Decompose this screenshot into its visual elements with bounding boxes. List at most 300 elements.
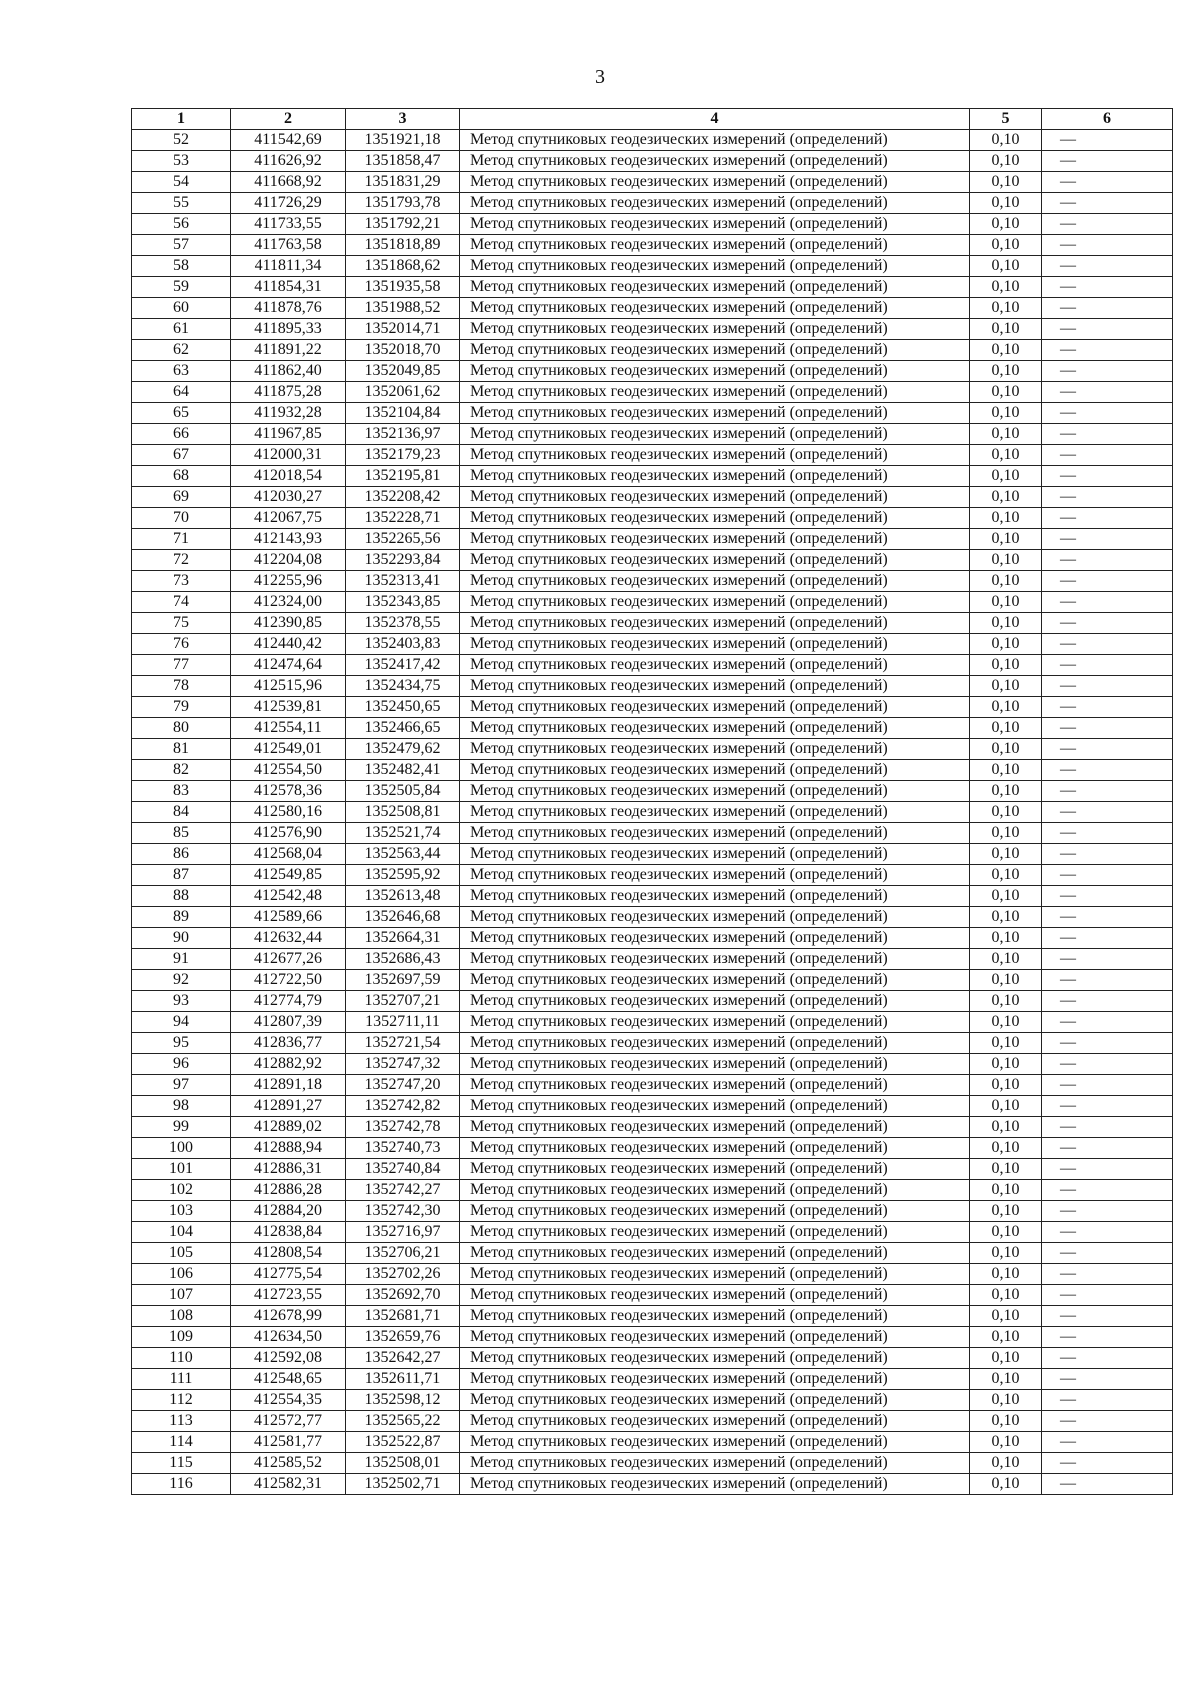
table-row [132, 1264, 1173, 1285]
point-number-cell: 101 [132, 1159, 231, 1180]
table-row [132, 361, 1173, 382]
method-cell: Метод спутниковых геодезических измерений (определений) [460, 571, 970, 592]
page-number: 3 [595, 66, 605, 88]
accuracy-cell: 0,10 [970, 1075, 1042, 1096]
table-row [132, 403, 1173, 424]
y-coordinate-cell: 1352104,84 [346, 403, 460, 424]
note-cell: — [1042, 760, 1173, 781]
note-cell: — [1042, 676, 1173, 697]
point-number-cell: 63 [132, 361, 231, 382]
table-row [132, 676, 1173, 697]
note-cell: — [1042, 130, 1173, 151]
accuracy-cell: 0,10 [970, 1390, 1042, 1411]
note-cell: — [1042, 445, 1173, 466]
table-row [132, 823, 1173, 844]
point-number-cell: 78 [132, 676, 231, 697]
x-coordinate-cell: 412592,08 [231, 1348, 346, 1369]
method-cell: Метод спутниковых геодезических измерений (определений) [460, 1327, 970, 1348]
y-coordinate-cell: 1352692,70 [346, 1285, 460, 1306]
note-cell: — [1042, 781, 1173, 802]
accuracy-cell: 0,10 [970, 1474, 1042, 1495]
x-coordinate-cell: 411895,33 [231, 319, 346, 340]
point-number-cell: 67 [132, 445, 231, 466]
note-cell: — [1042, 1264, 1173, 1285]
coordinates-table [131, 108, 1173, 1495]
point-number-cell: 83 [132, 781, 231, 802]
point-number-cell: 79 [132, 697, 231, 718]
note-cell: — [1042, 235, 1173, 256]
y-coordinate-cell: 1352417,42 [346, 655, 460, 676]
table-row [132, 970, 1173, 991]
table-row [132, 1327, 1173, 1348]
table-row [132, 382, 1173, 403]
note-cell: — [1042, 970, 1173, 991]
x-coordinate-cell: 412572,77 [231, 1411, 346, 1432]
y-coordinate-cell: 1352508,81 [346, 802, 460, 823]
table-row [132, 907, 1173, 928]
y-coordinate-cell: 1352742,30 [346, 1201, 460, 1222]
x-coordinate-cell: 411626,92 [231, 151, 346, 172]
x-coordinate-cell: 412549,01 [231, 739, 346, 760]
table-row [132, 1306, 1173, 1327]
y-coordinate-cell: 1352711,11 [346, 1012, 460, 1033]
accuracy-cell: 0,10 [970, 613, 1042, 634]
point-number-cell: 104 [132, 1222, 231, 1243]
point-number-cell: 116 [132, 1474, 231, 1495]
note-cell: — [1042, 886, 1173, 907]
note-cell: — [1042, 172, 1173, 193]
note-cell: — [1042, 718, 1173, 739]
point-number-cell: 81 [132, 739, 231, 760]
accuracy-cell: 0,10 [970, 760, 1042, 781]
y-coordinate-cell: 1352482,41 [346, 760, 460, 781]
note-cell: — [1042, 1306, 1173, 1327]
x-coordinate-cell: 411811,34 [231, 256, 346, 277]
y-coordinate-cell: 1352521,74 [346, 823, 460, 844]
accuracy-cell: 0,10 [970, 361, 1042, 382]
y-coordinate-cell: 1352613,48 [346, 886, 460, 907]
point-number-cell: 76 [132, 634, 231, 655]
note-cell: — [1042, 214, 1173, 235]
point-number-cell: 110 [132, 1348, 231, 1369]
column-header: 4 [460, 109, 970, 130]
method-cell: Метод спутниковых геодезических измерений (определений) [460, 823, 970, 844]
x-coordinate-cell: 411668,92 [231, 172, 346, 193]
accuracy-cell: 0,10 [970, 844, 1042, 865]
accuracy-cell: 0,10 [970, 1348, 1042, 1369]
x-coordinate-cell: 412775,54 [231, 1264, 346, 1285]
x-coordinate-cell: 412634,50 [231, 1327, 346, 1348]
note-cell: — [1042, 1243, 1173, 1264]
y-coordinate-cell: 1352343,85 [346, 592, 460, 613]
method-cell: Метод спутниковых геодезических измерений (определений) [460, 508, 970, 529]
y-coordinate-cell: 1352747,20 [346, 1075, 460, 1096]
point-number-cell: 115 [132, 1453, 231, 1474]
x-coordinate-cell: 411542,69 [231, 130, 346, 151]
method-cell: Метод спутниковых геодезических измерений (определений) [460, 340, 970, 361]
point-number-cell: 53 [132, 151, 231, 172]
note-cell: — [1042, 1411, 1173, 1432]
point-number-cell: 61 [132, 319, 231, 340]
method-cell: Метод спутниковых геодезических измерений (определений) [460, 193, 970, 214]
table-row [132, 172, 1173, 193]
accuracy-cell: 0,10 [970, 1411, 1042, 1432]
x-coordinate-cell: 412030,27 [231, 487, 346, 508]
accuracy-cell: 0,10 [970, 529, 1042, 550]
y-coordinate-cell: 1351868,62 [346, 256, 460, 277]
point-number-cell: 97 [132, 1075, 231, 1096]
accuracy-cell: 0,10 [970, 1201, 1042, 1222]
table-row [132, 424, 1173, 445]
point-number-cell: 59 [132, 277, 231, 298]
table-row [132, 739, 1173, 760]
column-header: 1 [132, 109, 231, 130]
accuracy-cell: 0,10 [970, 655, 1042, 676]
table-row [132, 928, 1173, 949]
note-cell: — [1042, 949, 1173, 970]
x-coordinate-cell: 412836,77 [231, 1033, 346, 1054]
y-coordinate-cell: 1352642,27 [346, 1348, 460, 1369]
note-cell: — [1042, 151, 1173, 172]
y-coordinate-cell: 1352179,23 [346, 445, 460, 466]
x-coordinate-cell: 412548,65 [231, 1369, 346, 1390]
note-cell: — [1042, 487, 1173, 508]
point-number-cell: 87 [132, 865, 231, 886]
method-cell: Метод спутниковых геодезических измерений (определений) [460, 1054, 970, 1075]
x-coordinate-cell: 412539,81 [231, 697, 346, 718]
table-row [132, 655, 1173, 676]
y-coordinate-cell: 1352195,81 [346, 466, 460, 487]
method-cell: Метод спутниковых геодезических измерений (определений) [460, 676, 970, 697]
y-coordinate-cell: 1352313,41 [346, 571, 460, 592]
table-row [132, 1075, 1173, 1096]
x-coordinate-cell: 412582,31 [231, 1474, 346, 1495]
note-cell: — [1042, 844, 1173, 865]
y-coordinate-cell: 1352505,84 [346, 781, 460, 802]
x-coordinate-cell: 411862,40 [231, 361, 346, 382]
accuracy-cell: 0,10 [970, 928, 1042, 949]
note-cell: — [1042, 403, 1173, 424]
x-coordinate-cell: 411878,76 [231, 298, 346, 319]
accuracy-cell: 0,10 [970, 823, 1042, 844]
point-number-cell: 109 [132, 1327, 231, 1348]
x-coordinate-cell: 412554,50 [231, 760, 346, 781]
x-coordinate-cell: 412554,11 [231, 718, 346, 739]
x-coordinate-cell: 412581,77 [231, 1432, 346, 1453]
x-coordinate-cell: 412255,96 [231, 571, 346, 592]
point-number-cell: 65 [132, 403, 231, 424]
y-coordinate-cell: 1352707,21 [346, 991, 460, 1012]
point-number-cell: 71 [132, 529, 231, 550]
method-cell: Метод спутниковых геодезических измерений (определений) [460, 907, 970, 928]
method-cell: Метод спутниковых геодезических измерений (определений) [460, 1201, 970, 1222]
x-coordinate-cell: 412723,55 [231, 1285, 346, 1306]
point-number-cell: 103 [132, 1201, 231, 1222]
y-coordinate-cell: 1352378,55 [346, 613, 460, 634]
note-cell: — [1042, 823, 1173, 844]
point-number-cell: 113 [132, 1411, 231, 1432]
method-cell: Метод спутниковых геодезических измерений (определений) [460, 844, 970, 865]
accuracy-cell: 0,10 [970, 550, 1042, 571]
x-coordinate-cell: 412018,54 [231, 466, 346, 487]
note-cell: — [1042, 508, 1173, 529]
method-cell: Метод спутниковых геодезических измерений (определений) [460, 319, 970, 340]
table-row [132, 1432, 1173, 1453]
table-row [132, 865, 1173, 886]
point-number-cell: 57 [132, 235, 231, 256]
accuracy-cell: 0,10 [970, 1138, 1042, 1159]
table-row [132, 844, 1173, 865]
table-row [132, 1453, 1173, 1474]
method-cell: Метод спутниковых геодезических измерений (определений) [460, 550, 970, 571]
table-row [132, 508, 1173, 529]
column-header: 5 [970, 109, 1042, 130]
method-cell: Метод спутниковых геодезических измерений (определений) [460, 529, 970, 550]
note-cell: — [1042, 655, 1173, 676]
method-cell: Метод спутниковых геодезических измерений (определений) [460, 718, 970, 739]
point-number-cell: 86 [132, 844, 231, 865]
method-cell: Метод спутниковых геодезических измерений (определений) [460, 1243, 970, 1264]
point-number-cell: 100 [132, 1138, 231, 1159]
accuracy-cell: 0,10 [970, 739, 1042, 760]
method-cell: Метод спутниковых геодезических измерений (определений) [460, 1222, 970, 1243]
accuracy-cell: 0,10 [970, 151, 1042, 172]
y-coordinate-cell: 1352565,22 [346, 1411, 460, 1432]
method-cell: Метод спутниковых геодезических измерений (определений) [460, 424, 970, 445]
table-row [132, 1180, 1173, 1201]
x-coordinate-cell: 411763,58 [231, 235, 346, 256]
note-cell: — [1042, 1369, 1173, 1390]
note-cell: — [1042, 739, 1173, 760]
note-cell: — [1042, 361, 1173, 382]
method-cell: Метод спутниковых геодезических измерений (определений) [460, 592, 970, 613]
note-cell: — [1042, 550, 1173, 571]
y-coordinate-cell: 1351818,89 [346, 235, 460, 256]
point-number-cell: 75 [132, 613, 231, 634]
note-cell: — [1042, 865, 1173, 886]
accuracy-cell: 0,10 [970, 382, 1042, 403]
table-row [132, 1117, 1173, 1138]
method-cell: Метод спутниковых геодезических измерений (определений) [460, 739, 970, 760]
table-row [132, 760, 1173, 781]
x-coordinate-cell: 412807,39 [231, 1012, 346, 1033]
accuracy-cell: 0,10 [970, 1327, 1042, 1348]
method-cell: Метод спутниковых геодезических измерений (определений) [460, 928, 970, 949]
accuracy-cell: 0,10 [970, 466, 1042, 487]
method-cell: Метод спутниковых геодезических измерений (определений) [460, 1432, 970, 1453]
x-coordinate-cell: 412886,31 [231, 1159, 346, 1180]
note-cell: — [1042, 697, 1173, 718]
method-cell: Метод спутниковых геодезических измерений (определений) [460, 151, 970, 172]
x-coordinate-cell: 412884,20 [231, 1201, 346, 1222]
y-coordinate-cell: 1352706,21 [346, 1243, 460, 1264]
x-coordinate-cell: 412722,50 [231, 970, 346, 991]
accuracy-cell: 0,10 [970, 1222, 1042, 1243]
table-row [132, 1201, 1173, 1222]
y-coordinate-cell: 1352403,83 [346, 634, 460, 655]
note-cell: — [1042, 382, 1173, 403]
x-coordinate-cell: 412678,99 [231, 1306, 346, 1327]
note-cell: — [1042, 928, 1173, 949]
accuracy-cell: 0,10 [970, 1054, 1042, 1075]
point-number-cell: 68 [132, 466, 231, 487]
note-cell: — [1042, 340, 1173, 361]
accuracy-cell: 0,10 [970, 1264, 1042, 1285]
point-number-cell: 62 [132, 340, 231, 361]
x-coordinate-cell: 412549,85 [231, 865, 346, 886]
note-cell: — [1042, 1096, 1173, 1117]
y-coordinate-cell: 1352747,32 [346, 1054, 460, 1075]
table-row [132, 1222, 1173, 1243]
y-coordinate-cell: 1352742,27 [346, 1180, 460, 1201]
note-cell: — [1042, 1138, 1173, 1159]
table-row [132, 319, 1173, 340]
table-row [132, 256, 1173, 277]
y-coordinate-cell: 1352742,78 [346, 1117, 460, 1138]
y-coordinate-cell: 1352293,84 [346, 550, 460, 571]
table-row [132, 1348, 1173, 1369]
point-number-cell: 108 [132, 1306, 231, 1327]
table-row [132, 487, 1173, 508]
accuracy-cell: 0,10 [970, 991, 1042, 1012]
x-coordinate-cell: 412886,28 [231, 1180, 346, 1201]
y-coordinate-cell: 1352740,73 [346, 1138, 460, 1159]
method-cell: Метод спутниковых геодезических измерений (определений) [460, 298, 970, 319]
point-number-cell: 52 [132, 130, 231, 151]
point-number-cell: 80 [132, 718, 231, 739]
note-cell: — [1042, 1432, 1173, 1453]
table-row [132, 571, 1173, 592]
table-row [132, 718, 1173, 739]
note-cell: — [1042, 592, 1173, 613]
column-header: 2 [231, 109, 346, 130]
y-coordinate-cell: 1352716,97 [346, 1222, 460, 1243]
y-coordinate-cell: 1352466,65 [346, 718, 460, 739]
accuracy-cell: 0,10 [970, 256, 1042, 277]
method-cell: Метод спутниковых геодезических измерений (определений) [460, 382, 970, 403]
accuracy-cell: 0,10 [970, 634, 1042, 655]
y-coordinate-cell: 1352502,71 [346, 1474, 460, 1495]
y-coordinate-cell: 1352697,59 [346, 970, 460, 991]
table-row [132, 1411, 1173, 1432]
column-header: 6 [1042, 109, 1173, 130]
point-number-cell: 58 [132, 256, 231, 277]
note-cell: — [1042, 1453, 1173, 1474]
x-coordinate-cell: 411875,28 [231, 382, 346, 403]
y-coordinate-cell: 1352686,43 [346, 949, 460, 970]
y-coordinate-cell: 1352659,76 [346, 1327, 460, 1348]
accuracy-cell: 0,10 [970, 340, 1042, 361]
method-cell: Метод спутниковых геодезических измерений (определений) [460, 634, 970, 655]
method-cell: Метод спутниковых геодезических измерений (определений) [460, 466, 970, 487]
note-cell: — [1042, 277, 1173, 298]
x-coordinate-cell: 412204,08 [231, 550, 346, 571]
point-number-cell: 56 [132, 214, 231, 235]
accuracy-cell: 0,10 [970, 445, 1042, 466]
table-row [132, 613, 1173, 634]
note-cell: — [1042, 298, 1173, 319]
accuracy-cell: 0,10 [970, 697, 1042, 718]
table-row [132, 781, 1173, 802]
y-coordinate-cell: 1352208,42 [346, 487, 460, 508]
table-row [132, 1390, 1173, 1411]
note-cell: — [1042, 1474, 1173, 1495]
method-cell: Метод спутниковых геодезических измерений (определений) [460, 613, 970, 634]
point-number-cell: 102 [132, 1180, 231, 1201]
note-cell: — [1042, 1201, 1173, 1222]
point-number-cell: 60 [132, 298, 231, 319]
point-number-cell: 54 [132, 172, 231, 193]
method-cell: Метод спутниковых геодезических измерений (определений) [460, 655, 970, 676]
accuracy-cell: 0,10 [970, 424, 1042, 445]
accuracy-cell: 0,10 [970, 1117, 1042, 1138]
point-number-cell: 92 [132, 970, 231, 991]
point-number-cell: 55 [132, 193, 231, 214]
method-cell: Метод спутниковых геодезических измерений (определений) [460, 277, 970, 298]
accuracy-cell: 0,10 [970, 1159, 1042, 1180]
note-cell: — [1042, 634, 1173, 655]
point-number-cell: 99 [132, 1117, 231, 1138]
point-number-cell: 114 [132, 1432, 231, 1453]
y-coordinate-cell: 1351988,52 [346, 298, 460, 319]
note-cell: — [1042, 1222, 1173, 1243]
accuracy-cell: 0,10 [970, 802, 1042, 823]
accuracy-cell: 0,10 [970, 718, 1042, 739]
method-cell: Метод спутниковых геодезических измерений (определений) [460, 760, 970, 781]
y-coordinate-cell: 1352479,62 [346, 739, 460, 760]
method-cell: Метод спутниковых геодезических измерений (определений) [460, 1453, 970, 1474]
x-coordinate-cell: 412000,31 [231, 445, 346, 466]
x-coordinate-cell: 412474,64 [231, 655, 346, 676]
table-row [132, 1243, 1173, 1264]
y-coordinate-cell: 1352061,62 [346, 382, 460, 403]
y-coordinate-cell: 1352434,75 [346, 676, 460, 697]
point-number-cell: 95 [132, 1033, 231, 1054]
x-coordinate-cell: 412568,04 [231, 844, 346, 865]
method-cell: Метод спутниковых геодезических измерений (определений) [460, 1012, 970, 1033]
accuracy-cell: 0,10 [970, 1033, 1042, 1054]
point-number-cell: 66 [132, 424, 231, 445]
point-number-cell: 73 [132, 571, 231, 592]
y-coordinate-cell: 1352740,84 [346, 1159, 460, 1180]
table-row [132, 634, 1173, 655]
accuracy-cell: 0,10 [970, 676, 1042, 697]
accuracy-cell: 0,10 [970, 571, 1042, 592]
accuracy-cell: 0,10 [970, 403, 1042, 424]
x-coordinate-cell: 411891,22 [231, 340, 346, 361]
y-coordinate-cell: 1352681,71 [346, 1306, 460, 1327]
method-cell: Метод спутниковых геодезических измерений (определений) [460, 445, 970, 466]
table-row [132, 1033, 1173, 1054]
accuracy-cell: 0,10 [970, 907, 1042, 928]
point-number-cell: 111 [132, 1369, 231, 1390]
accuracy-cell: 0,10 [970, 865, 1042, 886]
method-cell: Метод спутниковых геодезических измерений (определений) [460, 1075, 970, 1096]
table-row [132, 949, 1173, 970]
method-cell: Метод спутниковых геодезических измерений (определений) [460, 1348, 970, 1369]
note-cell: — [1042, 1180, 1173, 1201]
table-row [132, 1054, 1173, 1075]
accuracy-cell: 0,10 [970, 781, 1042, 802]
table-row [132, 1474, 1173, 1495]
x-coordinate-cell: 412576,90 [231, 823, 346, 844]
table-row [132, 550, 1173, 571]
method-cell: Метод спутниковых геодезических измерений (определений) [460, 1306, 970, 1327]
y-coordinate-cell: 1352598,12 [346, 1390, 460, 1411]
y-coordinate-cell: 1351793,78 [346, 193, 460, 214]
accuracy-cell: 0,10 [970, 949, 1042, 970]
table-row [132, 298, 1173, 319]
